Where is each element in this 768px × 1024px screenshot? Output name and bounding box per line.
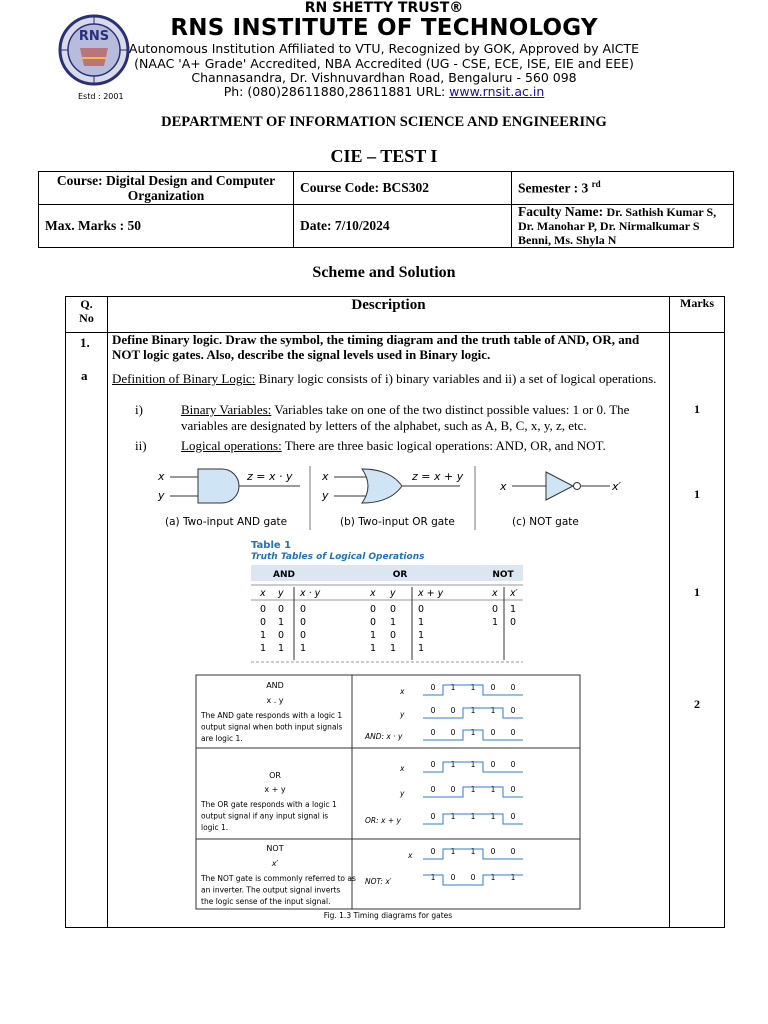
item-ii-label: Logical operations:: [181, 438, 282, 453]
and-caption: (a) Two-input AND gate: [165, 516, 288, 528]
tt-or-cell: 1: [390, 643, 397, 654]
timing-and-name: AND: [266, 681, 284, 690]
or-out-bit: 1: [470, 812, 476, 821]
or-x-bit: 0: [510, 760, 516, 769]
semester-text: Semester : 3: [518, 180, 589, 196]
course-code-cell: Course Code: BCS302: [294, 172, 512, 205]
tt-and-cell: 0: [260, 604, 267, 615]
col-header-description: Description: [351, 297, 426, 313]
not-out-label: NOT: x′: [365, 877, 392, 886]
not-out-bit: 1: [490, 873, 496, 882]
tt-and-cell: 1: [278, 643, 285, 654]
tt-and-cell: 1: [300, 643, 307, 654]
max-marks-cell: Max. Marks : 50: [39, 205, 294, 248]
item-i-label: Binary Variables:: [181, 402, 272, 417]
tt-or-cell: 0: [370, 604, 377, 615]
item-i-text: [181, 402, 653, 434]
question-number: 1.: [80, 335, 90, 350]
tt-and-col-0: x: [260, 588, 266, 599]
accreditation-line: (NAAC 'A+ Grade' Accredited, NBA Accredited (UG - CSE, ECE, ISE, EIE and EEE): [134, 56, 634, 71]
item-ii-num: ii): [135, 438, 147, 453]
definition-para: [112, 371, 660, 386]
tt-and-cell: 0: [278, 604, 285, 615]
logo-text: RNS: [78, 29, 110, 44]
timing-caption: Fig. 1.3 Timing diagrams for gates: [323, 911, 453, 920]
not-x-bit: 0: [510, 847, 516, 856]
tt-not-col-0: x: [492, 588, 498, 599]
not-out-bit: 0: [470, 873, 476, 882]
timing-and-desc: The AND gate responds with a logic 1: [201, 711, 343, 720]
trust-name: RN SHETTY TRUST®: [304, 0, 464, 16]
and-out-bit: 0: [430, 728, 436, 737]
not-x-bit: 1: [470, 847, 476, 856]
not-x-label: x: [500, 480, 507, 493]
truth-table-title: Truth Tables of Logical Operations: [251, 552, 425, 562]
not-out-bit: 0: [450, 873, 456, 882]
or-out-bit: 1: [450, 812, 456, 821]
test-title: CIE – TEST I: [330, 146, 438, 166]
or-y-bit: 1: [470, 785, 476, 794]
item-ii-body: There are three basic logical operations: AND, OR, and NOT.: [281, 438, 606, 453]
tt-or-cell: 0: [390, 604, 397, 615]
tt-or-col-2: x + y: [418, 588, 444, 599]
and-y-bit: 1: [470, 706, 476, 715]
item-i-num: i): [135, 402, 143, 417]
faculty-cell: [512, 205, 734, 248]
tt-not-cell: 0: [510, 617, 517, 628]
tt-and-cell: 1: [278, 617, 285, 628]
tt-and-cell: 0: [260, 617, 267, 628]
tt-or-head: OR: [392, 570, 408, 580]
and-x-bit: 1: [470, 683, 476, 692]
not-gate-symbol: [499, 472, 622, 528]
or-expr: z = x + y: [412, 470, 464, 483]
or-caption: (b) Two-input OR gate: [340, 516, 455, 528]
not-output-label: x′: [612, 480, 622, 493]
tt-and-cell: 0: [300, 630, 307, 641]
tt-or-col-0: x: [370, 588, 376, 599]
not-x-bit: 1: [450, 847, 456, 856]
tt-not-cell: 1: [492, 617, 499, 628]
timing-and-expr: x . y: [266, 696, 284, 705]
question-part: a: [81, 368, 88, 383]
institute-name: RNS INSTITUTE OF TECHNOLOGY: [170, 15, 598, 41]
definition-text: Binary logic consists of i) binary variables and ii) a set of logical operations.: [255, 371, 657, 386]
tt-and-cell: 0: [300, 617, 307, 628]
address-line: Channasandra, Dr. Vishnuvardhan Road, Bengaluru - 560 098: [191, 70, 577, 85]
tt-and-cell: 0: [278, 630, 285, 641]
and-out-label: AND: x · y: [365, 732, 403, 741]
tt-and-col-2: x · y: [300, 588, 321, 599]
and-y-label: y: [158, 489, 165, 502]
and-expr: z = x · y: [247, 470, 293, 483]
scheme-title: Scheme and Solution: [312, 264, 456, 281]
tt-or-cell: 0: [390, 630, 397, 641]
not-x-bit: 0: [490, 847, 496, 856]
tt-and-cell: 1: [260, 643, 267, 654]
or-y-bit: 0: [430, 785, 436, 794]
or-y-label: y: [322, 489, 329, 502]
semester-cell: [512, 172, 734, 205]
not-out-bit: 1: [430, 873, 436, 882]
tt-and-cell: 0: [300, 604, 307, 615]
timing-and-desc: output signal when both input signals: [201, 722, 343, 732]
or-x-bit: 0: [490, 760, 496, 769]
and-out-bit: 0: [510, 728, 516, 737]
tt-and-cell: 1: [260, 630, 267, 641]
or-out-bit: 0: [510, 812, 516, 821]
not-out-bit: 1: [510, 873, 516, 882]
and-gate-symbol: [157, 469, 300, 528]
estd-label: Estd : 2001: [78, 92, 124, 101]
faculty-names: Dr. Sathish Kumar S, Dr. Manohar P, Dr. Nirmalkumar S Benni, Ms. Shyla N: [518, 205, 717, 247]
tt-or-cell: 1: [370, 643, 377, 654]
not-caption: (c) NOT gate: [512, 516, 579, 528]
marks-4: 2: [694, 697, 700, 711]
and-out-bit: 0: [490, 728, 496, 737]
tt-or-cell: 1: [418, 630, 425, 641]
tt-or-col-1: y: [390, 588, 396, 599]
or-gate-symbol: [321, 469, 464, 528]
definition-label: Definition of Binary Logic:: [112, 371, 256, 386]
and-x-label: x: [158, 470, 165, 483]
timing-diagram-figure: [195, 674, 581, 922]
or-y-bit: 1: [490, 785, 496, 794]
tt-not-cell: 1: [510, 604, 517, 615]
tt-or-cell: 1: [390, 617, 397, 628]
or-x-label: x: [322, 470, 329, 483]
semester-sup: rd: [591, 179, 601, 190]
affiliation-line: Autonomous Institution Affiliated to VTU, Recognized by GOK, Approved by AICTE: [128, 41, 640, 56]
tt-or-cell: 0: [370, 617, 377, 628]
and-x-bit: 0: [430, 683, 436, 692]
timing-not-desc: the logic sense of the input signal.: [201, 897, 331, 906]
timing-or-desc: The OR gate responds with a logic 1: [201, 800, 337, 809]
and-x-bit: 0: [490, 683, 496, 692]
timing-not-expr: x′: [271, 859, 279, 868]
or-out-label: OR: x + y: [365, 816, 401, 825]
and-out-bit: 0: [450, 728, 456, 737]
question-text: Define Binary logic. Draw the symbol, the timing diagram and the truth table of AND, OR, and NOT logic gates. Also, describe the signal levels used in Binary logic.: [112, 332, 640, 362]
tt-not-col-1: x′: [510, 588, 518, 599]
item-ii-text: [181, 438, 661, 454]
tt-not-cell: 0: [492, 604, 499, 615]
col-header-marks: Marks: [680, 296, 714, 310]
timing-and-desc: are logic 1.: [201, 734, 243, 743]
gate-symbols-figure: [150, 462, 650, 534]
or-x-label: x: [400, 764, 405, 773]
and-x-bit: 0: [510, 683, 516, 692]
tt-or-cell: 1: [418, 643, 425, 654]
and-y-bit: 0: [430, 706, 436, 715]
tt-or-cell: 0: [418, 604, 425, 615]
or-x-bit: 1: [450, 760, 456, 769]
faculty-label: Faculty Name:: [518, 204, 607, 219]
phone-text: Ph: (080)28611880,28611881 URL:: [223, 84, 450, 99]
or-y-label: y: [400, 789, 405, 798]
tt-and-col-1: y: [278, 588, 284, 599]
item-i-body: Variables take on one of the two distinct possible values: 1 or 0. The variables are designated by letters of the alphabet, such as A, B, C, x, y, z, etc.: [181, 402, 630, 433]
timing-or-desc: output signal if any input signal is: [201, 811, 329, 821]
and-out-bit: 1: [470, 728, 476, 737]
or-out-bit: 1: [490, 812, 496, 821]
and-y-bit: 0: [510, 706, 516, 715]
department-title: DEPARTMENT OF INFORMATION SCIENCE AND ENGINEERING: [161, 114, 607, 130]
or-x-bit: 0: [430, 760, 436, 769]
or-out-bit: 0: [430, 812, 436, 821]
or-y-bit: 0: [510, 785, 516, 794]
and-y-bit: 0: [450, 706, 456, 715]
marks-1: 1: [694, 402, 700, 416]
tt-or-cell: 1: [370, 630, 377, 641]
timing-or-desc: logic 1.: [201, 823, 229, 832]
timing-not-name: NOT: [266, 844, 284, 853]
course-info-table: [38, 171, 734, 248]
col-header-qno: Q. No: [79, 297, 94, 325]
not-x-label: x: [408, 851, 413, 860]
or-x-bit: 1: [470, 760, 476, 769]
truth-table-label: Table 1: [251, 540, 292, 551]
marks-2: 1: [694, 487, 700, 501]
website-link[interactable]: www.rnsit.ac.in: [449, 84, 545, 99]
truth-table-figure: [248, 537, 530, 667]
date-cell: Date: 7/10/2024: [294, 205, 512, 248]
and-y-label: y: [400, 710, 405, 719]
timing-not-desc: an inverter. The output signal inverts: [201, 885, 341, 895]
contact-line: [0, 84, 768, 99]
or-y-bit: 0: [450, 785, 456, 794]
timing-or-name: OR: [269, 771, 281, 780]
and-x-label: x: [400, 687, 405, 696]
tt-not-head: NOT: [492, 570, 514, 580]
timing-or-expr: x + y: [264, 785, 286, 794]
timing-not-desc: The NOT gate is commonly referred to as: [201, 874, 356, 883]
tt-or-cell: 1: [418, 617, 425, 628]
and-y-bit: 1: [490, 706, 496, 715]
course-cell: Course: Digital Design and Computer Organization: [39, 172, 294, 205]
marks-3: 1: [694, 585, 700, 599]
tt-and-head: AND: [273, 570, 295, 580]
not-x-bit: 0: [430, 847, 436, 856]
and-x-bit: 1: [450, 683, 456, 692]
